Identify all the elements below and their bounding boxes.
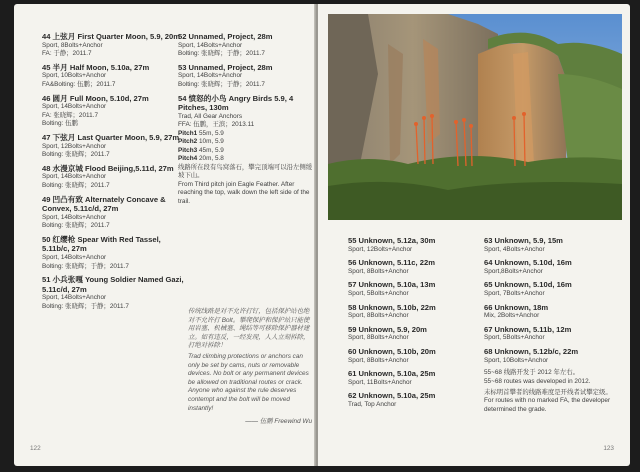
note-signature: —— 伍鹏 Freewind Wu [245,418,312,426]
route-detail: Sport, 8Bolts+Anchor [348,267,409,275]
route-title: 65 Unknown, 5.10d, 16m [484,280,572,290]
route-title: 52 Unnamed, Project, 28m [178,32,273,41]
route-entry [484,236,624,254]
route-title: 61 Unknown, 5.10a, 25m [348,369,436,379]
route-title: 48 水漫京城 Flood Beijing,5.11d, 27m [42,163,174,173]
route-title: 55 Unknown, 5.12a, 30m [348,236,436,245]
pitch-row [178,155,314,163]
route-detail: Sport, 8Bolts+Anchor [348,334,409,342]
route-entry [42,275,184,311]
route-title: 47 下弦月 Last Quarter Moon, 5.9, 27m [42,132,180,142]
route-detail: Bolting: 张晓辉；于静；2011.7 [178,50,265,58]
route-entry [348,236,484,254]
route-entry [484,347,624,365]
route-entry [348,325,484,343]
route-title: 50 红缨枪 Spear With Red Tassel, 5.11b/c, 27m [42,234,161,254]
route-54 [178,94,314,207]
pitch-label: Pitch2 [178,138,198,146]
route-detail: Sport, 8Bolts+Anchor [348,356,409,364]
route-detail: Sport, 7Bolts+Anchor [484,289,545,297]
right-page [318,4,630,466]
route-title: 44 上弦月 First Quarter Moon, 5.9, 20m [42,32,180,41]
crag-photo-illustration [328,14,622,220]
route-title: 66 Unknown, 18m [484,302,549,312]
route-detail: Sport, 8Bolts+Anchor [42,41,103,49]
route-entry [348,258,484,276]
route-detail: Sport, 12Bolts+Anchor [42,142,107,150]
route-detail: Sport, 5Bolts+Anchor [348,289,409,297]
route-entry [484,303,624,321]
pitch-label: Pitch3 [178,146,198,154]
route-title: 63 Unknown, 5.9, 15m [484,236,563,245]
pitch-value: 20m, 5.8 [198,155,224,163]
crag-photo [328,14,622,220]
pitch-label: Pitch1 [178,129,198,137]
route-detail: Sport, 12Bolts+Anchor [348,245,413,253]
route-title: 67 Unknown, 5.11b, 12m [484,324,572,334]
route-detail: Sport, 14Bolts+Anchor [42,294,107,302]
route-detail: Sport, 11Bolts+Anchor [348,378,412,386]
route-detail: Bolting: 张晓辉；于静；2011.7 [42,262,129,270]
route-title: 46 圆月 Full Moon, 5.10d, 27m [42,93,149,103]
route-entry [484,258,624,276]
pitch-row [178,138,314,146]
grade-note-cn: 未标明首攀者的线路难度是开线者试攀定级。 [484,388,612,396]
route-title: 59 Unknown, 5.9, 20m [348,324,427,334]
route-detail: Sport, 8Bolts+Anchor [348,312,409,320]
route-entry [42,133,184,160]
route-detail: Sport, 5Bolts+Anchor [484,334,545,342]
route-title: 64 Unknown, 5.10d, 16m [484,258,572,268]
route-entry [348,303,484,321]
route-title: 57 Unknown, 5.10a, 13m [348,280,436,290]
route-column-left-1 [42,32,184,316]
route-title: 54 愤怒的小鸟 Angry Birds 5.9, 4 Pitches, 130m [178,93,294,113]
route-detail: Sport, 10Bolts+Anchor [42,72,107,80]
pitch-value: 55m, 5.9 [198,129,224,137]
descent-note-en: From Third pitch join Eagle Feather. After reaching the top, walk down the left side of the trail. [178,180,310,205]
route-detail: FA: 张晓辉；2011.7 [42,111,98,119]
dev-note-cn: 55~68 线路开发于 2012 年左右。 [484,369,580,377]
route-detail: Sport, 14Bolts+Anchor [42,103,107,111]
route-column-left-2 [178,32,314,211]
pitch-value: 10m, 5.9 [198,138,224,146]
grade-note-en: For routes with no marked FA, the developer determined the grade. [484,397,611,413]
route-title: 62 Unknown, 5.10a, 25m [348,391,436,401]
pitch-row [178,147,314,155]
route-detail: Sport, 14Bolts+Anchor [178,72,243,80]
route-entry [42,94,184,129]
route-entry [42,32,184,59]
route-title: 45 半月 Half Moon, 5.10a, 27m [42,62,150,72]
note-en: Trad climbing protections or anchors can only be set by cams, nuts or removable devices. No bolt or any permanent devices be allowed on traditional routes or crack. Anyone who against the rule deserves contempt and the bolt will be moved instantly! [188,352,309,412]
route-detail: Bolting: 张晓辉；于静；2011.7 [178,80,265,88]
route-detail: Sport, 14Bolts+Anchor [42,254,107,262]
route-detail: Bolting: 张晓辉；于静；2011.7 [42,303,129,311]
note-cn: 传统线路是对不允许打钉，包括保护站也绝对不允许打 Bolt。攀爬保护和保护站只能使用岩塞、机械塞、绳结等可移除保护器材建立。如有违反，一经发现，人人立刻拆除，打绝对拆除！ [188,308,310,350]
route-detail: Trad, Top Anchor [348,400,397,408]
route-detail: Bolting: 伍鹏 [42,120,78,128]
route-detail: Bolting: 张晓辉；2011.7 [42,151,110,159]
route-detail: FA&Bolting: 伍鹏；2011.7 [42,80,116,88]
route-entry [484,280,624,298]
trad-ethics-note [188,308,312,425]
route-detail: Sport, 10Bolts+Anchor [484,356,549,364]
route-title: 60 Unknown, 5.10b, 20m [348,346,436,356]
route-title: 51 小兵张嘎 Young Soldier Named Gazi, 5.11c/d, 27m [42,275,184,294]
development-notes [484,369,624,414]
route-detail: FA: 于静；2011.7 [42,50,92,58]
route-entry [178,63,314,90]
route-entry [348,347,484,365]
route-title: 49 凹凸有致 Alternately Concave & Convex, 5.11c/d, 27m [42,194,166,214]
route-detail: Trad, All Gear Anchors [178,112,243,120]
route-detail: Sport, 14Bolts+Anchor [42,173,107,181]
route-entry [42,63,184,90]
route-column-right-1 [348,236,484,414]
pitch-value: 45m, 5.9 [198,146,224,154]
route-entry [348,391,484,409]
route-column-right-2 [484,236,624,414]
route-entry [484,325,624,343]
route-title: 58 Unknown, 5.10b, 22m [348,302,436,312]
route-detail: Sport, 4Bolts+Anchor [484,245,545,253]
route-entry [348,280,484,298]
route-detail: Bolting: 张晓辉；2011.7 [42,222,110,230]
route-title: 68 Unknown, 5.12b/c, 22m [484,346,579,356]
route-entry [42,235,184,271]
route-entry [178,32,314,59]
pitch-label: Pitch4 [178,155,198,163]
route-title: 56 Unknown, 5.11c, 22m [348,258,435,268]
route-detail: Bolting: 张晓辉；2011.7 [42,181,110,189]
page-number: 122 [30,445,41,452]
route-detail: Mix, 2Bolts+Anchor [484,312,540,320]
route-detail: Sport, 14Bolts+Anchor [178,41,243,49]
left-page [14,4,316,466]
route-entry [42,195,184,231]
route-detail: Sport,8Bolts+Anchor [484,267,543,275]
page-number: 123 [603,445,614,452]
route-title: 53 Unnamed, Project, 28m [178,62,273,72]
route-entry [348,369,484,387]
descent-note-cn: 线路所在段有鸟窝落石，攀完顶端可以沿左侧缓坡下山。 [178,163,313,180]
route-detail: FFA: 伍鹏，王滨；2013.11 [178,121,255,129]
route-entry [42,164,184,191]
pitch-row [178,130,314,138]
route-detail: Sport, 14Bolts+Anchor [42,213,107,221]
dev-note-en: 55~68 routes was developed in 2012. [484,377,591,385]
